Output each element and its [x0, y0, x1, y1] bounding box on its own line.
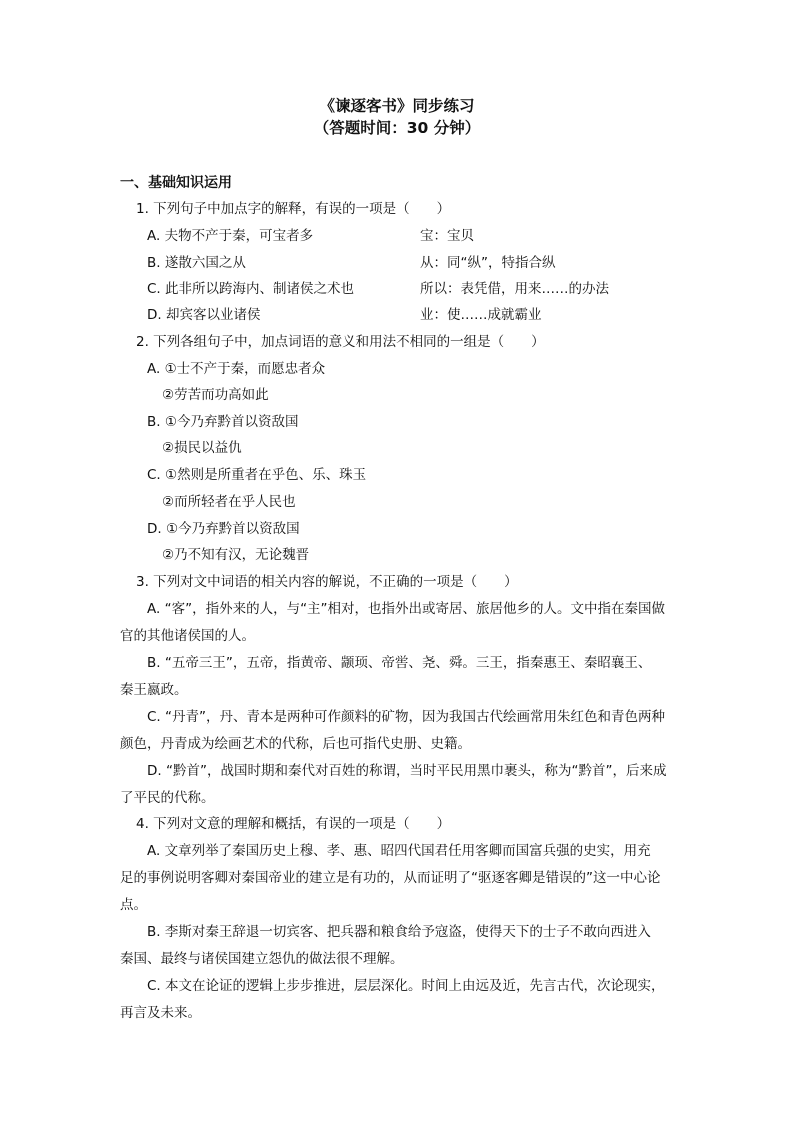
page-title: 《谏逐客书》同步练习	[319, 97, 475, 115]
question-1-stem: 1. 下列句子中加点字的解释，有误的一项是（ ）	[136, 201, 451, 217]
q3-line: B. “五帝三王”，五帝，指黄帝、颛顼、帝喾、尧、舜。三王，指秦惠王、秦昭襄王、	[147, 655, 652, 671]
q1-option-c: C. 此非所以跨海内、制诸侯之术也	[147, 281, 355, 297]
q3-line: A. “客”，指外来的人，与“主”相对，也指外出或寄居、旅居他乡的人。文中指在秦国做	[147, 601, 666, 617]
q1-gloss-b: 从：同“纵”，特指合纵	[420, 255, 556, 271]
q1-gloss-d: 业：使……成就霸业	[420, 307, 542, 323]
q1-option-a: A. 夫物不产于秦，可宝者多	[147, 228, 314, 244]
q3-line: 官的其他诸侯国的人。	[120, 628, 255, 644]
q2-line: C. ①然则是所重者在乎色、乐、珠玉	[147, 467, 367, 483]
q2-line: D. ①今乃弃黔首以资敌国	[147, 521, 300, 537]
q4-line: 足的事例说明客卿对秦国帝业的建立是有功的，从而证明了“驱逐客卿是错误的”这一中心论	[120, 870, 661, 886]
q2-line: ②损民以益仇	[162, 440, 242, 456]
question-3-stem: 3. 下列对文中词语的相关内容的解说，不正确的一项是（ ）	[136, 574, 518, 590]
q3-line: 秦王嬴政。	[120, 682, 188, 698]
q3-line: C. “丹青”，丹、青本是两种可作颜料的矿物，因为我国古代绘画常用朱红色和青色两种	[147, 709, 665, 725]
question-4-stem: 4. 下列对文意的理解和概括，有误的一项是（ ）	[136, 816, 451, 832]
section-heading: 一、基础知识运用	[120, 175, 232, 191]
q2-line: B. ①今乃弃黔首以资敌国	[147, 414, 299, 430]
q3-line: D. “黔首”，战国时期和秦代对百姓的称谓，当时平民用黑巾裹头，称为“黔首”，后来成	[147, 763, 667, 779]
page-subtitle: （答题时间：30 分钟）	[313, 119, 481, 137]
q4-line: C. 本文在论证的逻辑上步步推进，层层深化。时间上由远及近，先言古代，次论现实，	[147, 978, 665, 994]
q3-line: 颜色，丹青成为绘画艺术的代称，后也可指代史册、史籍。	[120, 736, 471, 752]
q1-option-d: D. 却宾客以业诸侯	[147, 307, 261, 323]
q4-line: A. 文章列举了秦国历史上穆、孝、惠、昭四代国君任用客卿而国富兵强的史实，用充	[147, 843, 651, 859]
q4-line: 点。	[120, 897, 147, 913]
q2-line: ②而所轻者在乎人民也	[162, 494, 296, 510]
question-2-stem: 2. 下列各组句子中，加点词语的意义和用法不相同的一组是（ ）	[136, 334, 545, 350]
q1-option-b: B. 遂散六国之从	[147, 255, 246, 271]
q4-line: 再言及未来。	[120, 1005, 201, 1021]
q2-line: ②劳苦而功高如此	[162, 387, 269, 403]
q2-line: ②乃不知有汉，无论魏晋	[162, 547, 310, 563]
q4-line: 秦国、最终与诸侯国建立怨仇的做法很不理解。	[120, 951, 404, 967]
q1-gloss-c: 所以：表凭借，用来……的办法	[420, 281, 609, 297]
q3-line: 了平民的代称。	[120, 790, 215, 806]
q1-gloss-a: 宝：宝贝	[420, 228, 474, 244]
q4-line: B. 李斯对秦王辞退一切宾客、把兵器和粮食给予寇盗，使得天下的士子不敢向西进入	[147, 924, 651, 940]
q2-line: A. ①士不产于秦，而愿忠者众	[147, 361, 326, 377]
